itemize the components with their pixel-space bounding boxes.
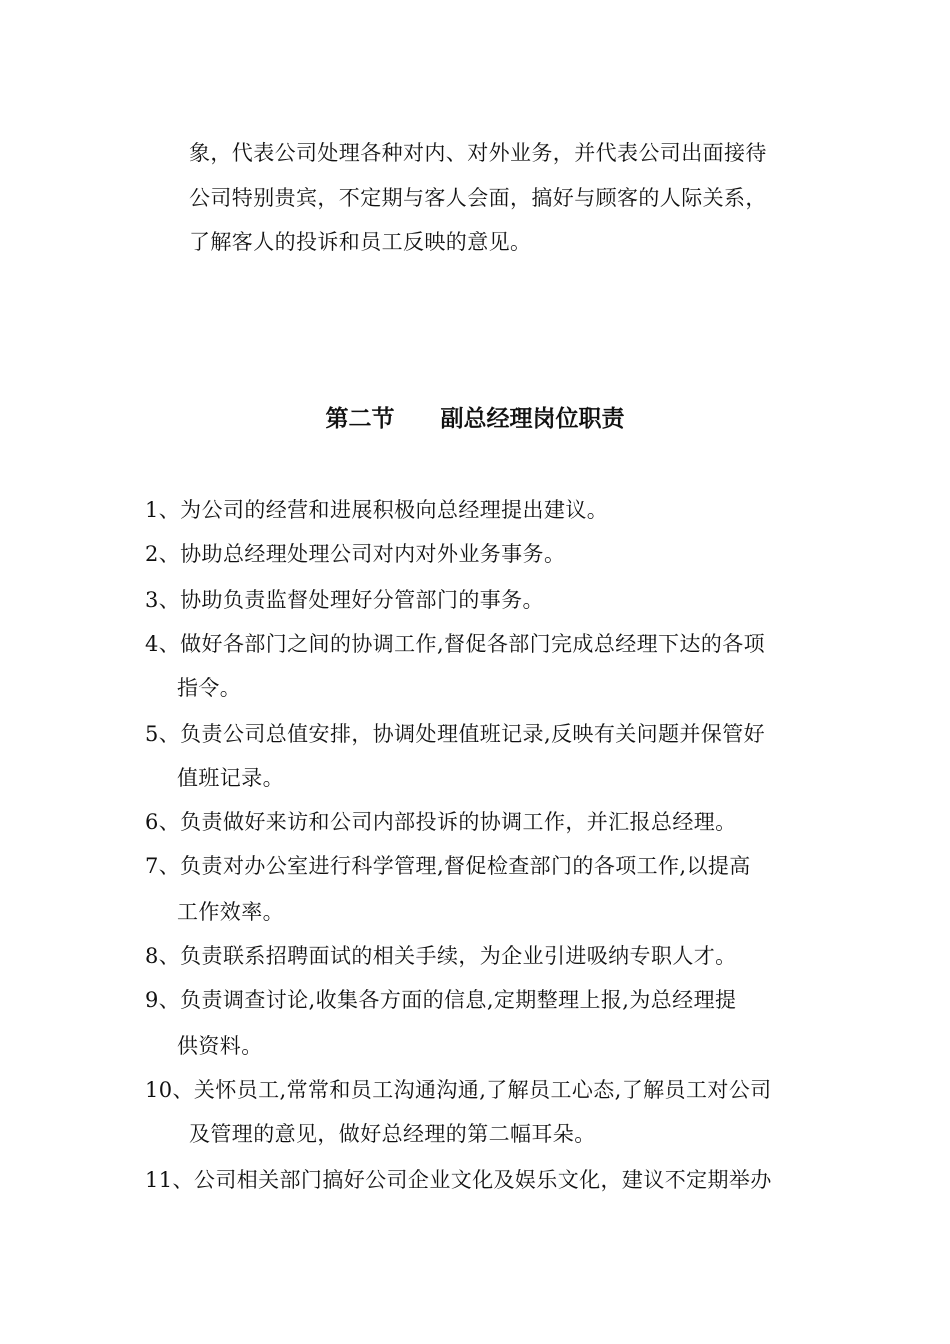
list-item-6: 6、负责做好来访和公司内部投诉的协调工作，并汇报总经理。 [145,810,737,834]
list-item-9-cont: 供资料。 [177,1034,263,1058]
intro-line-3: 了解客人的投诉和员工反映的意见。 [189,230,532,254]
list-item-10-cont: 及管理的意见，做好总经理的第二幅耳朵。 [189,1122,596,1146]
list-item-7-cont: 工作效率。 [177,900,284,924]
list-item-4: 4、做好各部门之间的协调工作,督促各部门完成总经理下达的各项 [145,632,766,656]
section-title: 第二节 副总经理岗位职责 [325,405,625,432]
list-item-2: 2、协助总经理处理公司对内对外业务事务。 [145,542,566,566]
list-item-8: 8、负责联系招聘面试的相关手续，为企业引进吸纳专职人才。 [145,944,737,968]
list-item-3: 3、协助负责监督处理好分管部门的事务。 [145,588,544,612]
list-item-5-cont: 值班记录。 [177,766,284,790]
list-item-5: 5、负责公司总值安排，协调处理值班记录,反映有关问题并保管好 [145,722,766,746]
list-item-11: 11、公司相关部门搞好公司企业文化及娱乐文化，建议不定期举办 [145,1168,772,1192]
intro-line-2: 公司特别贵宾，不定期与客人会面，搞好与顾客的人际关系， [189,186,767,210]
intro-line-1: 象，代表公司处理各种对内、对外业务，并代表公司出面接待 [189,141,767,165]
list-item-7: 7、负责对办公室进行科学管理,督促检查部门的各项工作,以提高 [145,854,751,878]
list-item-4-cont: 指令。 [177,676,242,700]
list-item-9: 9、负责调查讨论,收集各方面的信息,定期整理上报,为总经理提 [145,988,737,1012]
list-item-1: 1、为公司的经营和进展积极向总经理提出建议。 [145,498,609,522]
list-item-10: 10、关怀员工,常常和员工沟通沟通,了解员工心态,了解员工对公司 [145,1078,772,1102]
